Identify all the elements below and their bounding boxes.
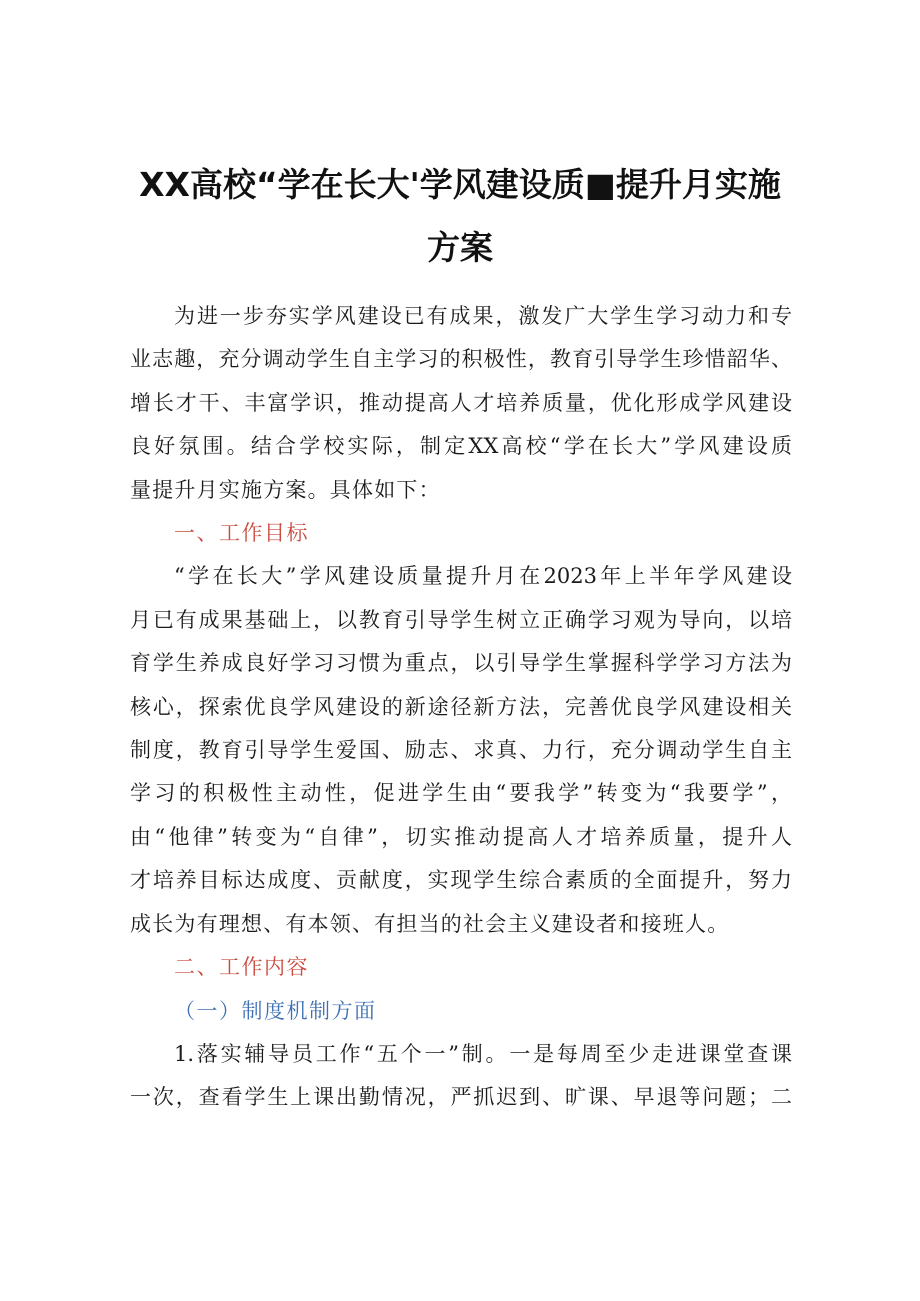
text-line: 育学生养成良好学习习惯为重点，以引导学生掌握科学学习方法为	[130, 651, 792, 676]
text-line: 由“他律”转变为“自律”，切实推动提高人才培养质量，提升人	[130, 824, 792, 849]
text-line: 学习的积极性主动性，促进学生由“要我学”转变为“我要学”，	[130, 781, 792, 806]
mechanism-paragraph	[130, 1033, 792, 1120]
intro-paragraph	[130, 295, 792, 512]
text-line: 增长才干、丰富学识，推动提高人才培养质量，优化形成学风建设	[130, 390, 792, 415]
document-body	[130, 295, 792, 1120]
title-line-1: XX高校“学在长大'学风建设质■提升月实施	[139, 165, 781, 204]
text-line: 1.落实辅导员工作“五个一”制。一是每周至少走进课堂查课	[174, 1041, 792, 1066]
subsection-heading-mechanism: （一）制度机制方面	[174, 998, 377, 1023]
text-line: 才培养目标达成度、贡献度，实现学生综合素质的全面提升，努力	[130, 868, 792, 893]
document-title	[0, 153, 920, 279]
text-line: 量提升月实施方案。具体如下：	[130, 477, 441, 502]
text-line: 成长为有理想、有本领、有担当的社会主义建设者和接班人。	[130, 911, 730, 936]
text-line: 良好氛围。结合学校实际，制定XX高校“学在长大”学风建设质	[130, 434, 792, 459]
section-heading-goals: 一、工作目标	[174, 521, 309, 546]
text-line: 制度，教育引导学生爱国、励志、求真、力行，充分调动学生自主	[130, 738, 792, 763]
section-heading-content: 二、工作内容	[174, 955, 309, 980]
text-line: 核心，探索优良学风建设的新途径新方法，完善优良学风建设相关	[130, 694, 792, 719]
text-line: 一次，查看学生上课出勤情况，严抓迟到、旷课、早退等问题；二	[130, 1085, 792, 1110]
text-line: “学在长大”学风建设质量提升月在2023年上半年学风建设	[174, 564, 792, 589]
text-line: 月已有成果基础上，以教育引导学生树立正确学习观为导向，以培	[130, 607, 792, 632]
text-line: 为进一步夯实学风建设已有成果，激发广大学生学习动力和专	[174, 304, 792, 328]
title-line-2: 方案	[427, 228, 493, 267]
text-line: 业志趣，充分调动学生自主学习的积极性，教育引导学生珍惜韶华、	[130, 347, 792, 372]
goals-paragraph	[130, 555, 792, 946]
